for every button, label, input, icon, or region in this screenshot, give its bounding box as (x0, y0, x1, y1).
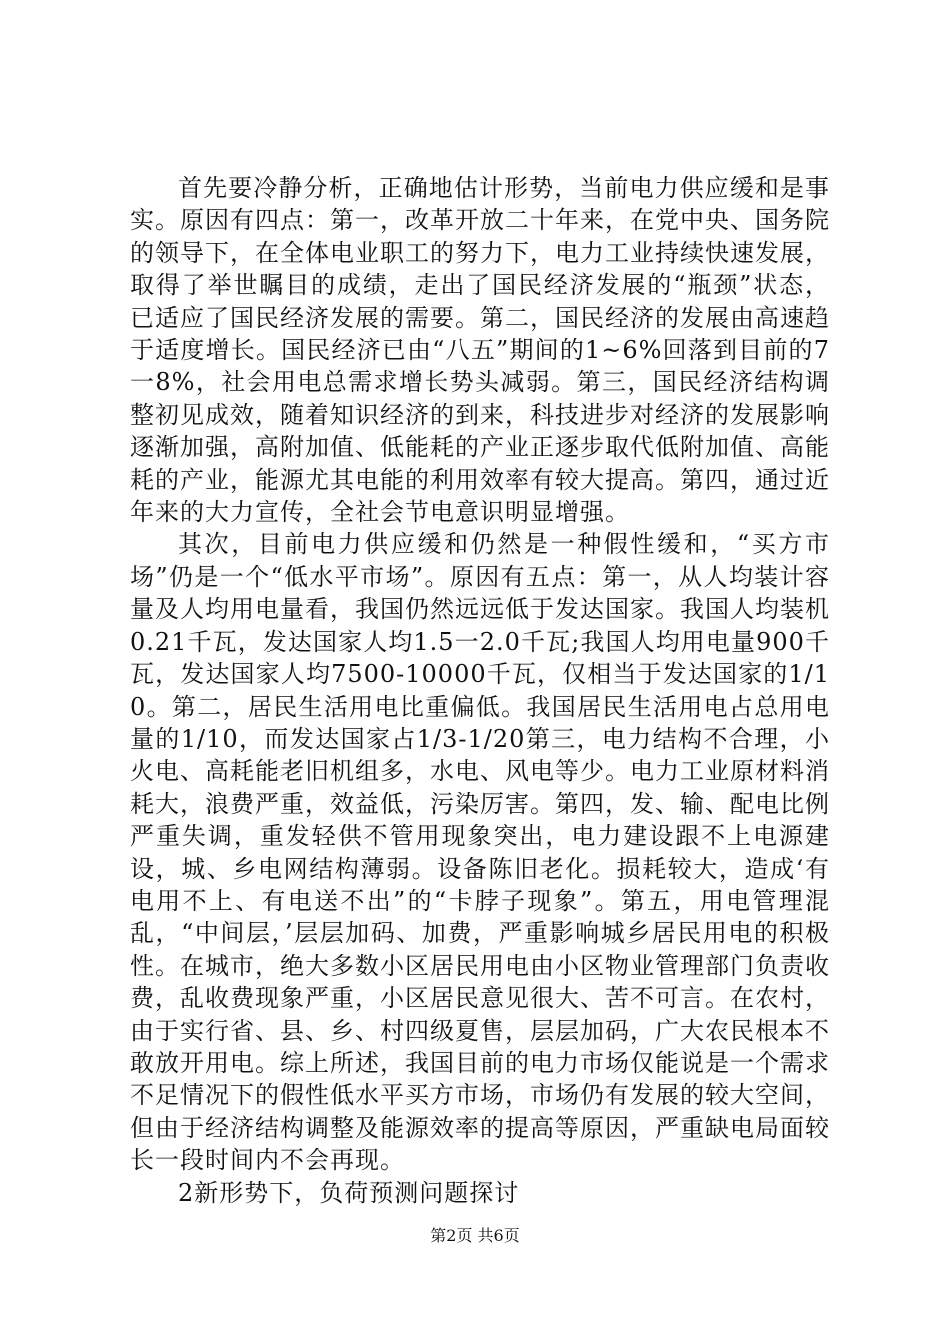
paragraph-situation-analysis: 首先要冷静分析，正确地估计形势，当前电力供应缓和是事实。原因有四点：第一，改革开放二十年来，在党中央、国务院的领导下，在全体电业职工的努力下，电力工业持续快速发展，取得了举世瞩目的成绩，走出了国民经济发展的“瓶颈”状态，已适应了国民经济发展的需要。第二，国民经济的发展由高速趋于适度增长。国民经济已由“八五”期间的1~6%回落到目前的7一8%，社会用电总需求增长势头减弱。第三，国民经济结构调整初见成效，随着知识经济的到来，科技进步对经济的发展影响逐渐加强，高附加值、低能耗的产业正逐步取代低附加值、高能耗的产业，能源尤其电能的利用效率有较大提高。第四，通过近年来的大力宣传，全社会节电意识明显增强。 (130, 174, 830, 527)
document-body (130, 172, 830, 1209)
page-number-footer: 第2页 共6页 (430, 1226, 520, 1245)
section-heading: 2新形势下，负荷预测问题探讨 (178, 1178, 520, 1207)
paragraph-false-relaxation: 其次，目前电力供应缓和仍然是一种假性缓和，“买方市场”仍是一个“低水平市场”。原因有五点：第一，从人均装计容量及人均用电量看，我国仍然远远低于发达国家。我国人均装机0.21千瓦，发达国家人均1.5一2.0千瓦;我国人均用电量900千瓦，发达国家人均7500-10000千瓦，仅相当于发达国家的1/10。第二，居民生活用电比重偏低。我国居民生活用电占总用电量的1/10，而发达国家占1/3-1/20第三，电力结构不合理，小火电、高耗能老旧机组多，水电、风电等少。电力工业原材料消耗大，浪费严重，效益低，污染厉害。第四，发、输、配电比例严重失调，重发轻供不管用现象突出，电力建设跟不上电源建设，城、乡电网结构薄弱。设备陈旧老化。损耗较大，造成‘有电用不上、有电送不出”的“卡脖子现象”。第五，用电管理混乱，“中间层，’层层加码、加费，严重影响城乡居民用电的积极性。在城市，绝大多数小区居民用电由小区物业管理部门负责收费，乱收费现象严重，小区居民意见很大、苦不可言。在农村，由于实行省、县、乡、村四级夏售，层层加码，广大农民根本不敢放开用电。综上所述，我国目前的电力市场仅能说是一个需求不足情况下的假性低水平买方市场，市场仍有发展的较大空间，但由于经济结构调整及能源效率的提高等原因，严重缺电局面较长一段时间内不会再现。 (130, 530, 830, 1175)
